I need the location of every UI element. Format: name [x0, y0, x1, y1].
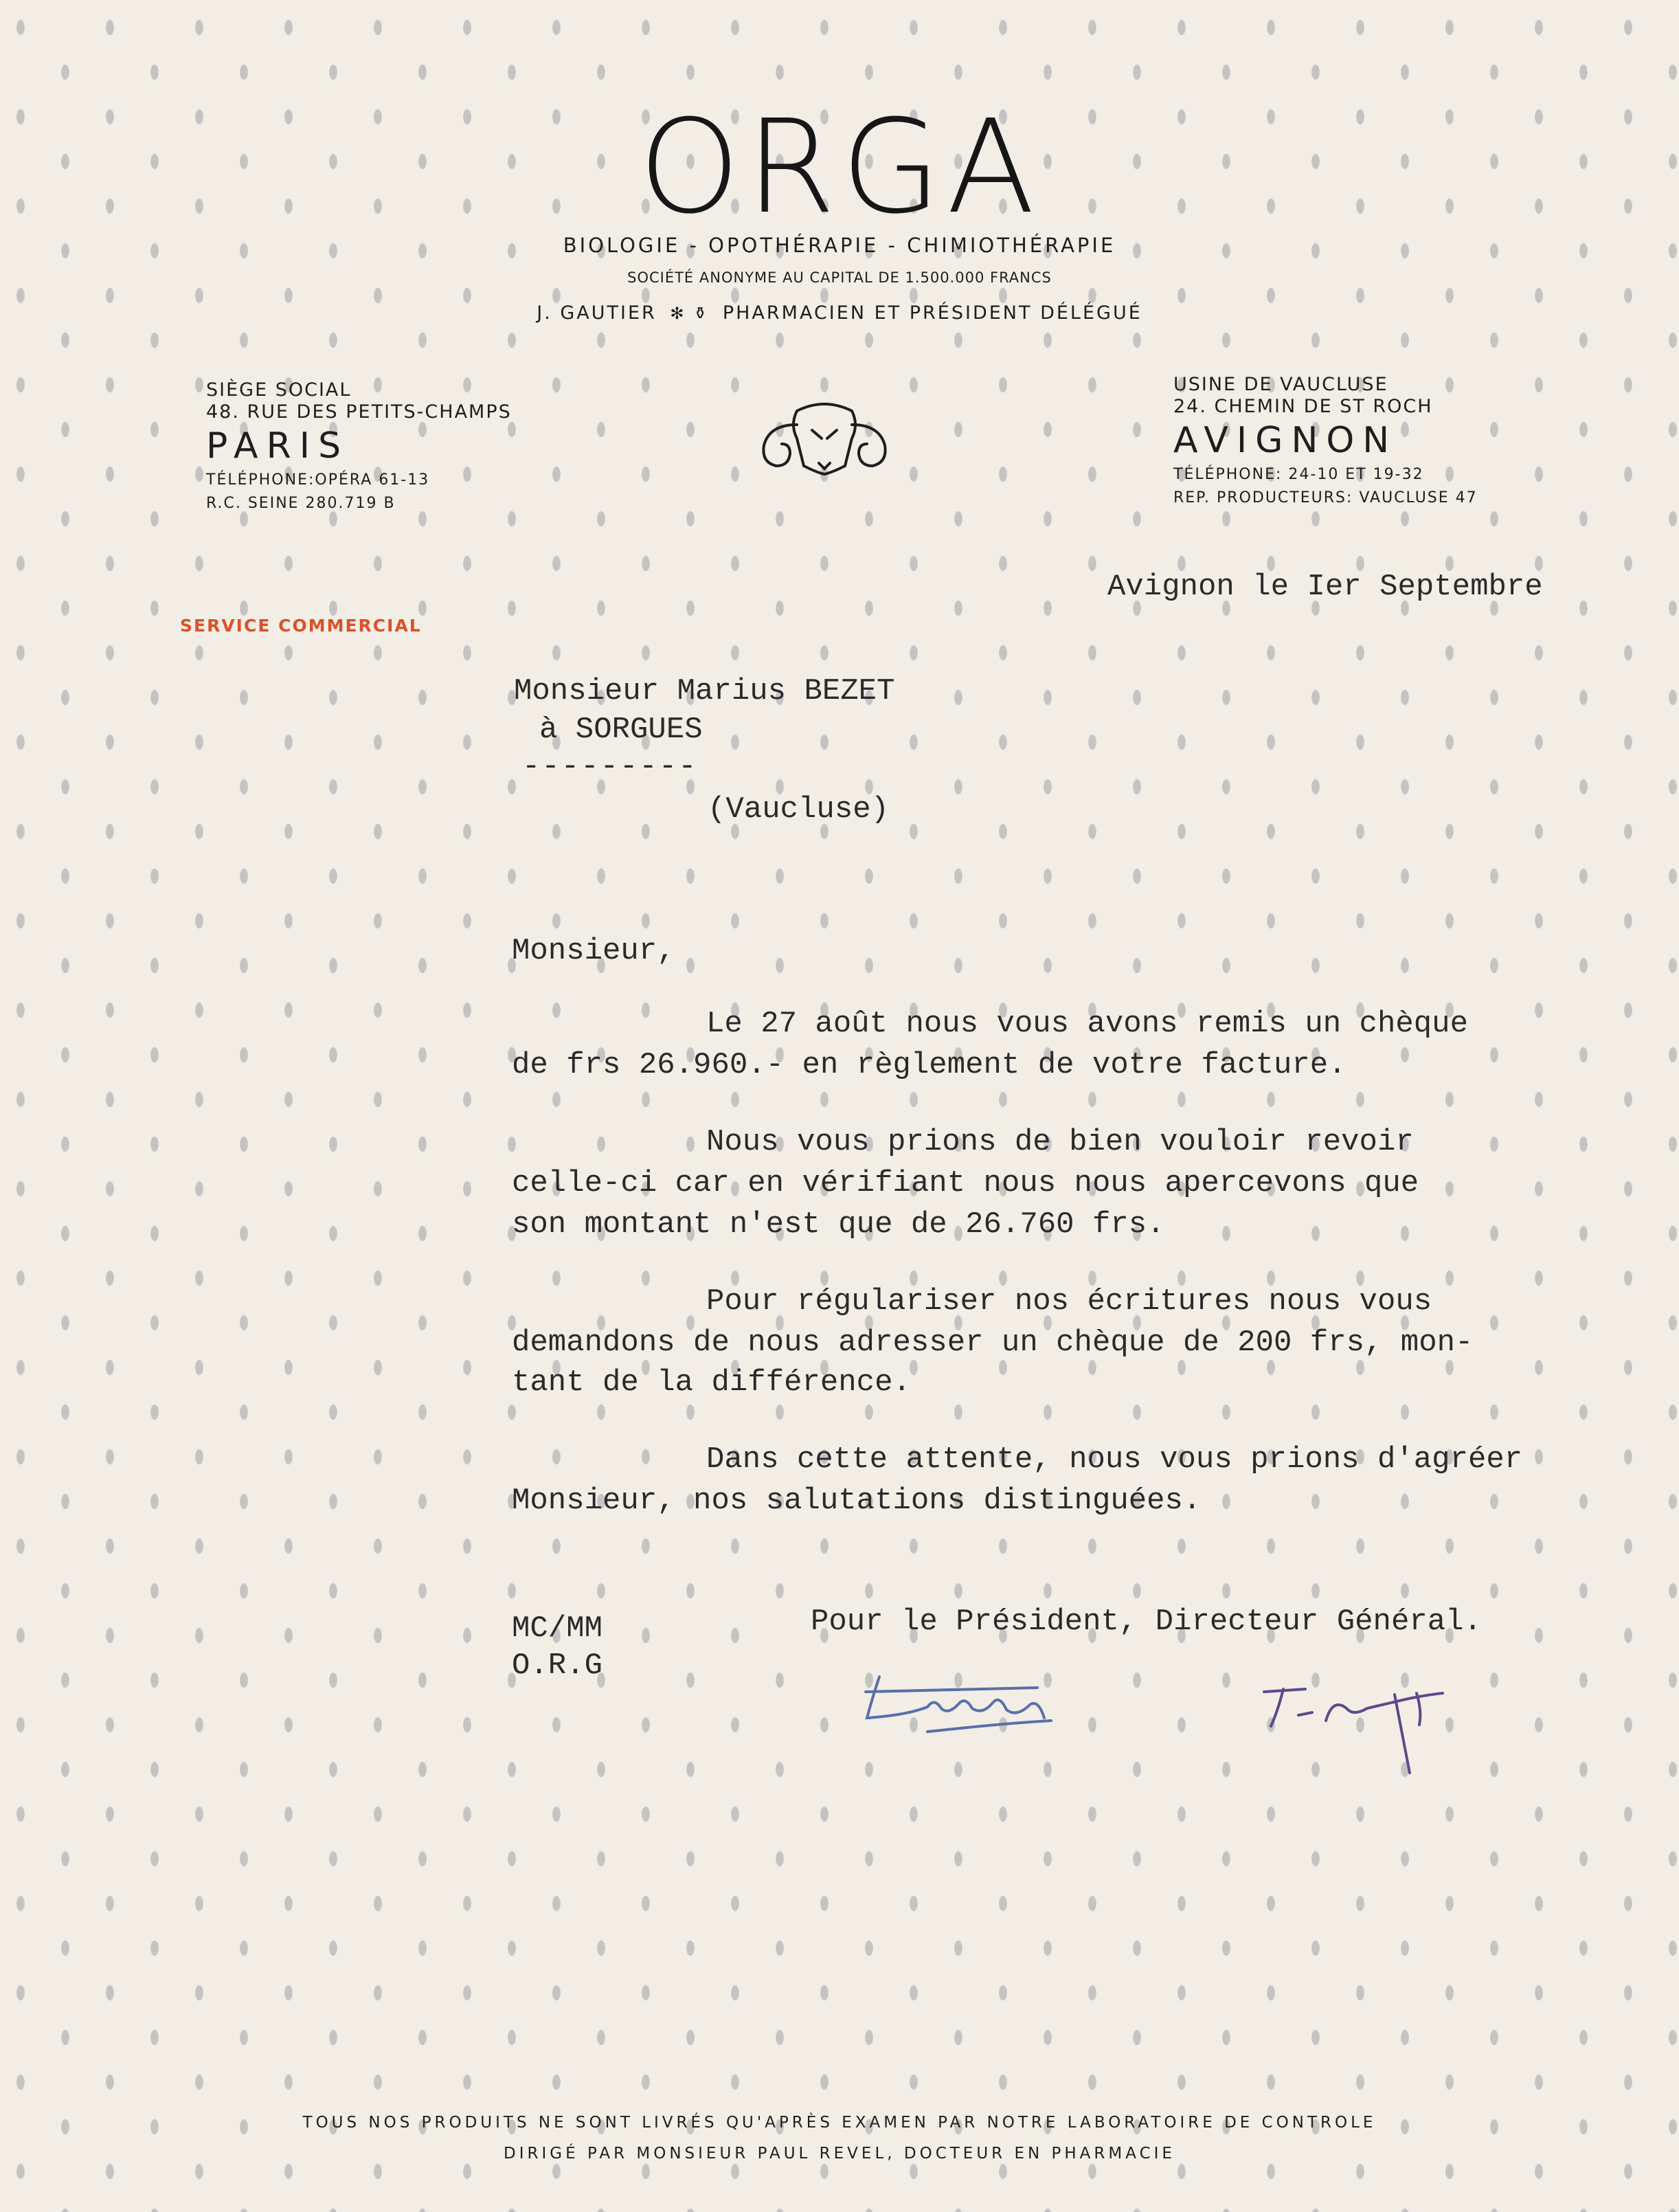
president-name: J. GAUTIER — [537, 302, 657, 324]
reference-code: O.R.G — [512, 1649, 603, 1683]
recipient-town: à SORGUES — [539, 713, 703, 747]
head-office-registry: R.C. SEINE 280.719 B — [206, 495, 396, 512]
body-line: Pour régulariser nos écritures nous vous — [706, 1284, 1432, 1319]
head-office-phone: TÉLÉPHONE:OPÉRA 61-13 — [206, 471, 430, 489]
signatures — [824, 1649, 1525, 1787]
footer-line-2: DIRIGÉ PAR MONSIEUR PAUL REVEL, DOCTEUR EN PHARMACIE — [504, 2145, 1175, 2163]
address-separator: --------- — [522, 750, 698, 784]
body-line: Dans cette attente, nous vous prions d'agréer — [706, 1442, 1523, 1477]
ram-head-icon — [756, 397, 893, 480]
body-line: Le 27 août nous vous avons remis un chèque — [706, 1007, 1468, 1041]
body-line: celle-ci car en vérifiant nous nous apercevons que — [512, 1166, 1419, 1200]
factory-label: USINE DE VAUCLUSE — [1173, 374, 1388, 395]
body-line: tant de la différence. — [512, 1365, 911, 1400]
recipient-department: (Vaucluse) — [708, 792, 890, 827]
head-office-street: 48. RUE DES PETITS-CHAMPS — [206, 401, 512, 423]
company-president — [0, 302, 1679, 324]
factory-phone: TÉLÉPHONE: 24-10 ET 19-32 — [1173, 466, 1424, 483]
letter-date: Avignon le Ier Septembre — [1107, 570, 1543, 604]
factory-street: 24. CHEMIN DE ST ROCH — [1173, 396, 1433, 417]
factory-producers: REP. PRODUCTEURS: VAUCLUSE 47 — [1173, 489, 1478, 506]
signature-blue — [866, 1677, 1051, 1732]
decoration-icon: ✻ ⚱ — [670, 304, 710, 323]
company-activities: BIOLOGIE - OPOTHÉRAPIE - CHIMIOTHÉRAPIE — [563, 234, 1116, 257]
head-office-label: SIÈGE SOCIAL — [206, 379, 352, 401]
company-brand: ORGA — [638, 92, 1041, 243]
body-line: demandons de nous adresser un chèque de 200 frs, mon- — [512, 1326, 1474, 1360]
factory-city: AVIGNON — [1173, 420, 1398, 461]
body-line: Monsieur, nos salutations distinguées. — [512, 1484, 1202, 1518]
body-line: Nous vous prions de bien vouloir revoir — [706, 1125, 1414, 1159]
footer-line-1: TOUS NOS PRODUITS NE SONT LIVRÉS QU'APRÈS EXAMEN PAR NOTRE LABORATOIRE DE CONTROLE — [302, 2114, 1377, 2132]
salutation: Monsieur, — [512, 934, 675, 968]
factory-block — [1173, 374, 1478, 510]
head-office-block — [206, 379, 512, 515]
president-title: PHARMACIEN ET PRÉSIDENT DÉLÉGUÉ — [722, 302, 1142, 324]
head-office-city: PARIS — [206, 425, 350, 467]
body-line: son montant n'est que de 26.760 frs. — [512, 1207, 1165, 1242]
service-label: SERVICE COMMERCIAL — [180, 616, 422, 636]
closing-line: Pour le Président, Directeur Général. — [811, 1605, 1482, 1639]
company-capital: SOCIÉTÉ ANONYME AU CAPITAL DE 1.500.000 FRANCS — [627, 269, 1052, 286]
recipient-name: Monsieur Marius BEZET — [514, 674, 895, 708]
signature-violet — [1264, 1689, 1443, 1773]
reference-initials: MC/MM — [512, 1611, 603, 1646]
body-line: de frs 26.960.- en règlement de votre facture. — [512, 1048, 1346, 1082]
